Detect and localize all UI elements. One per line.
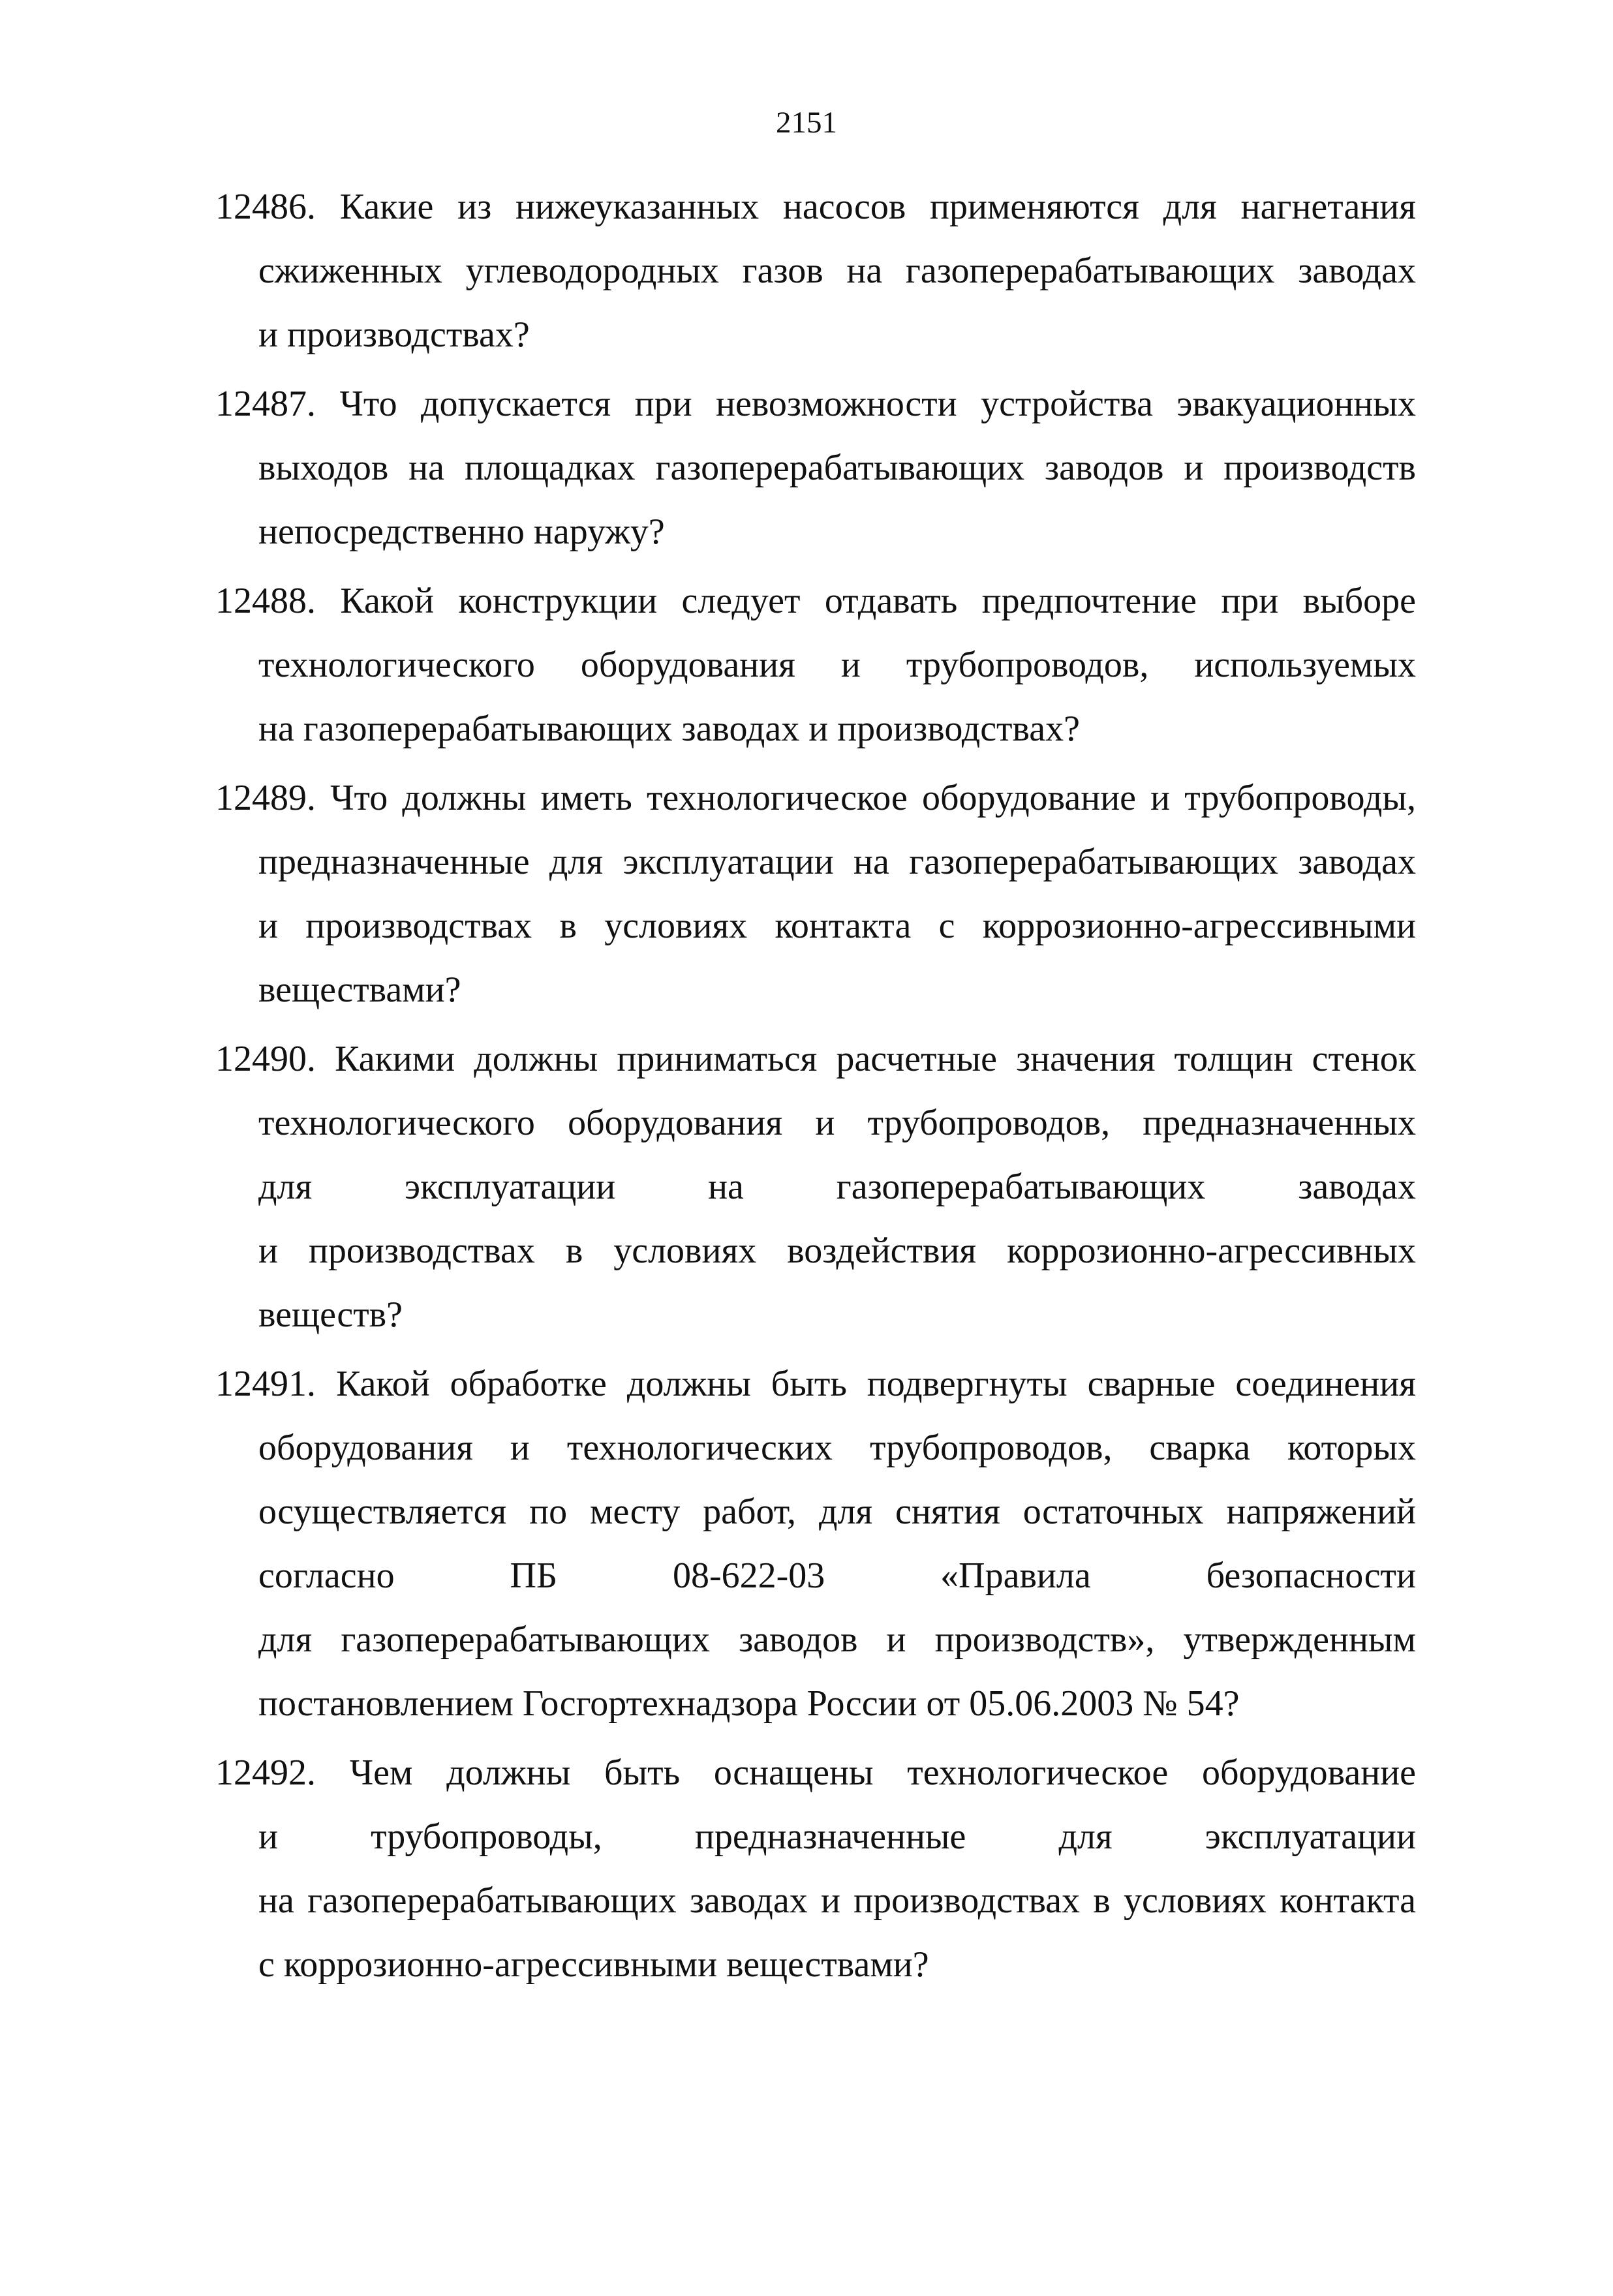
question-item <box>215 1027 1416 1347</box>
question-text: технологического оборудования и трубопроводов, используемых <box>258 645 1416 685</box>
question-text: Какие из нижеуказанных насосов применяются для нагнетания <box>339 187 1416 227</box>
question-item <box>215 1741 1416 1997</box>
question-first-line <box>215 1741 1416 1805</box>
question-line <box>258 1155 1416 1219</box>
question-line <box>258 500 1416 564</box>
question-text: согласно ПБ 08-622-03 «Правила безопасности <box>258 1555 1416 1596</box>
question-line <box>258 1672 1416 1736</box>
page-number: 2151 <box>776 106 837 140</box>
question-line <box>258 1869 1416 1933</box>
question-line <box>258 303 1416 367</box>
question-line <box>258 1933 1416 1997</box>
question-line <box>258 958 1416 1022</box>
question-text: и производствах в условиях контакта с коррозионно-агрессивными <box>258 906 1416 946</box>
question-item <box>215 766 1416 1022</box>
question-text: непосредственно наружу? <box>258 512 665 552</box>
question-line <box>258 239 1416 303</box>
question-text: оборудования и технологических трубопроводов, сварка которых <box>258 1428 1416 1468</box>
question-line <box>258 1091 1416 1155</box>
question-line <box>258 1544 1416 1608</box>
question-line <box>258 1283 1416 1347</box>
question-number: 12491. <box>215 1364 316 1404</box>
question-number: 12489. <box>215 778 316 818</box>
question-first-line <box>215 175 1416 239</box>
question-number: 12492. <box>215 1753 316 1793</box>
question-text: Что допускается при невозможности устройства эвакуационных <box>339 384 1416 424</box>
question-first-line <box>215 1027 1416 1091</box>
question-line <box>258 633 1416 697</box>
question-text: сжиженных углеводородных газов на газоперерабатывающих заводах <box>258 251 1416 291</box>
question-item <box>215 569 1416 761</box>
question-line <box>258 1805 1416 1869</box>
question-number: 12488. <box>215 581 316 621</box>
question-text: для газоперерабатывающих заводов и производств», утвержденным <box>258 1619 1416 1660</box>
question-first-line <box>215 372 1416 436</box>
question-text: веществ? <box>258 1294 403 1335</box>
question-text: Чем должны быть оснащены технологическое оборудование <box>349 1753 1416 1793</box>
question-first-line <box>215 1352 1416 1416</box>
question-text: выходов на площадках газоперерабатывающих заводов и производств <box>258 448 1416 488</box>
question-text: технологического оборудования и трубопроводов, предназначенных <box>258 1103 1416 1143</box>
question-item <box>215 1352 1416 1736</box>
question-text: на газоперерабатывающих заводах и производствах в условиях контакта <box>258 1880 1416 1921</box>
question-first-line <box>215 569 1416 633</box>
question-text: и производствах? <box>258 314 530 355</box>
question-line <box>258 1219 1416 1283</box>
question-line <box>258 1608 1416 1672</box>
question-text: и трубопроводы, предназначенные для эксплуатации <box>258 1816 1416 1857</box>
question-line <box>258 894 1416 958</box>
question-number: 12490. <box>215 1039 316 1079</box>
question-line <box>258 1480 1416 1544</box>
question-text: предназначенные для эксплуатации на газоперерабатывающих заводах <box>258 842 1416 882</box>
question-list <box>215 175 1416 2002</box>
question-line <box>258 436 1416 500</box>
question-text: Что должны иметь технологическое оборудование и трубопроводы, <box>330 778 1416 818</box>
question-text: на газоперерабатывающих заводах и производствах? <box>258 709 1080 749</box>
question-item <box>215 372 1416 564</box>
question-text: с коррозионно-агрессивными веществами? <box>258 1944 929 1985</box>
question-number: 12487. <box>215 384 316 424</box>
question-text: Какой обработке должны быть подвергнуты сварные соединения <box>335 1364 1416 1404</box>
question-text: постановлением Госгортехнадзора России от 05.06.2003 № 54? <box>258 1683 1240 1724</box>
question-line <box>258 1416 1416 1480</box>
question-item <box>215 175 1416 367</box>
question-text: осуществляется по месту работ, для снятия остаточных напряжений <box>258 1492 1416 1532</box>
question-line <box>258 697 1416 761</box>
question-text: Какими должны приниматься расчетные значения толщин стенок <box>335 1039 1416 1079</box>
question-text: веществами? <box>258 970 461 1010</box>
question-text: для эксплуатации на газоперерабатывающих заводах <box>258 1167 1416 1207</box>
question-text: Какой конструкции следует отдавать предпочтение при выборе <box>340 581 1416 621</box>
question-first-line <box>215 766 1416 830</box>
question-line <box>258 830 1416 894</box>
question-text: и производствах в условиях воздействия коррозионно-агрессивных <box>258 1231 1416 1271</box>
question-number: 12486. <box>215 187 316 227</box>
